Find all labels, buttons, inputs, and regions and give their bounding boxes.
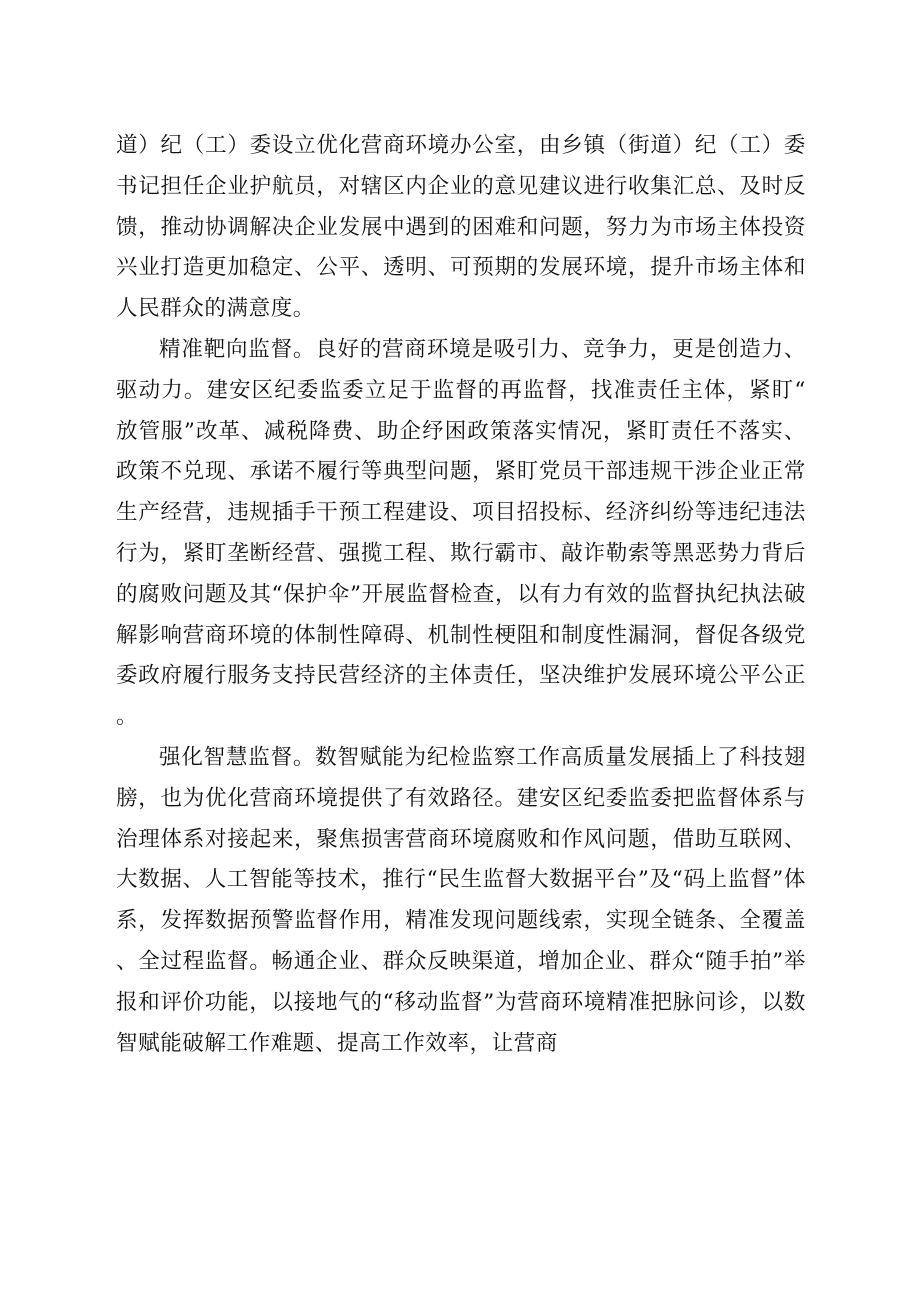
paragraph-precise-supervision: 精准靶向监督。良好的营商环境是吸引力、竞争力，更是创造力、驱动力。建安区纪委监委立足于监督的再监督，找准责任主体，紧盯“放管服”改革、减税降费、助企纾困政策落实情况，紧盯责任不落实、政策不兑现、承诺不履行等典型问题，紧盯党员干部违规干涉企业正常生产经营，违规插手干预工程建设、项目招投标、经济纠纷等违纪违法行为，紧盯垄断经营、强揽工程、欺行霸市、敲诈勒索等黑恶势力背后的腐败问题及其“保护伞”开展监督检查，以有力有效的监督执纪执法破解影响营商环境的体制性障碍、机制性梗阻和制度性漏洞，督促各级党委政府履行服务支持民营经济的主体责任，坚决维护发展环境公平公正。	[116, 336, 806, 730]
paragraph-smart-supervision: 强化智慧监督。数智赋能为纪检监察工作高质量发展插上了科技翅膀，也为优化营商环境提供了有效路径。建安区纪委监委把监督体系与治理体系对接起来，聚焦损害营商环境腐败和作风问题，借助互联网、大数据、人工智能等技术，推行“民生监督大数据平台”及“码上监督”体系，发挥数据预警监督作用，精准发现问题线索，实现全链条、全覆盖、全过程监督。畅通企业、群众反映渠道，增加企业、群众“随手拍”举报和评价功能，以接地气的“移动监督”为营商环境精准把脉问诊，以数智赋能破解工作难题、提高工作效率，让营商	[116, 744, 806, 1056]
document-body	[116, 126, 806, 1064]
paragraph-office-setup: 道）纪（工）委设立优化营商环境办公室，由乡镇（街道）纪（工）委书记担任企业护航员，对辖区内企业的意见建议进行收集汇总、及时反馈，推动协调解决企业发展中遇到的困难和问题，努力为市场主体投资兴业打造更加稳定、公平、透明、可预期的发展环境，提升市场主体和人民群众的满意度。	[116, 133, 806, 322]
